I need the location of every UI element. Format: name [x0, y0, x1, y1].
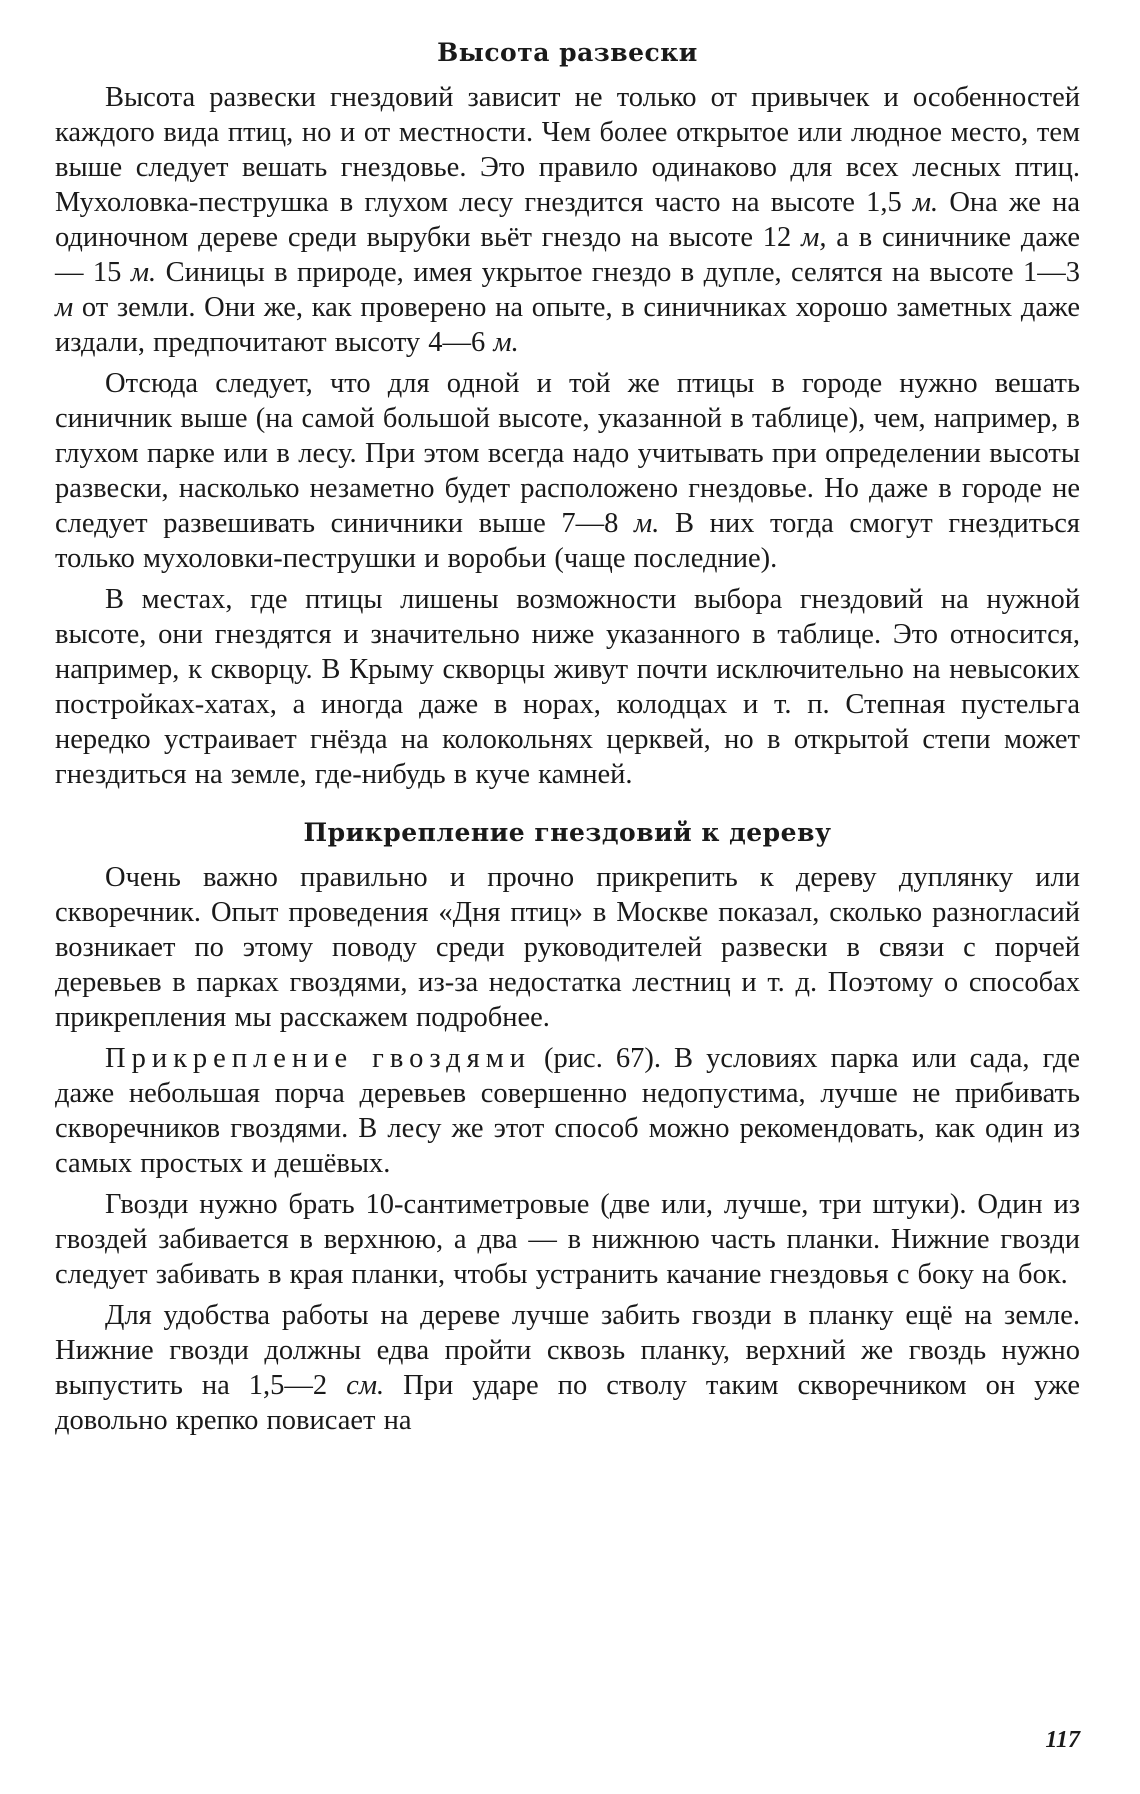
text-run: Для удобства работы на дереве лучше забить гвозди в планку ещё на земле. Нижние гвозди должны едва пройти сквозь планку, верхний же гвоздь нужно выпустить на 1,5—2 [55, 1300, 1080, 1401]
text-run: Высота развески гнездовий зависит не только от привычек и особенностей каждого вида птиц, но и от местности. Чем более открытое или людное место, тем выше следует вешать гнездовье. Это правило одинаково для всех лесных птиц. Мухоловка-пеструшка в глухом лесу гнездится часто на высоте 1,5 [55, 82, 1080, 218]
unit: см. [346, 1370, 385, 1401]
text-run: Отсюда следует, что для одной и той же птицы в городе нужно вешать синичник выше (на самой большой высоте, указанной в таблице), чем, например, в глухом парке или в лесу. При этом всегда надо учитывать при определении высоты развески, насколько незаметно будет расположено гнездовье. Но даже в городе не следует развешивать синичники выше 7—8 [55, 368, 1080, 539]
unit: м. [493, 327, 519, 358]
paragraph-nails [55, 1041, 1080, 1181]
paragraph-city-height [55, 366, 1080, 576]
paragraph-height-intro [55, 80, 1080, 360]
book-page [55, 34, 1080, 1444]
spaced-term: Прикрепление гвоздями [105, 1043, 531, 1074]
section-title-height: Высота развески [437, 38, 698, 67]
unit: м, [801, 222, 827, 253]
page-number: 117 [1045, 1727, 1080, 1753]
unit: м. [912, 187, 939, 218]
unit: м. [634, 508, 660, 539]
section-title-attachment: Прикрепление гнездовий к дереву [303, 818, 832, 847]
paragraph-attachment-intro: Очень важно правильно и прочно прикрепить к дереву дуплянку или скворечник. Опыт проведения «Дня птиц» в Москве показал, сколько разногласий возникает по этому поводу среди руководителей развески в связи с порчей деревьев в парках гвоздями, из-за недостатка лестниц и т. д. Поэтому о способах прикрепления мы расскажем подробнее. [55, 862, 1080, 1033]
paragraph-low-nesting: В местах, где птицы лишены возможности выбора гнездовий на нужной высоте, они гнездятся и значительно ниже указанного в таблице. Это относится, например, к скворцу. В Крыму скворцы живут почти исключительно на невысоких постройках-хатах, а иногда даже в норах, колодцах и т. п. Степная пустельга нередко устраивает гнёзда на колокольнях церквей, но в открытой степи может гнездиться на земле, где-нибудь в куче камней. [55, 584, 1080, 790]
text-run: В них тогда смогут гнездиться только мухоловки-пеструшки и воробьи (чаще последние). [55, 508, 1080, 574]
paragraph-nail-size: Гвозди нужно брать 10-сантиметровые (две или, лучше, три штуки). Один из гвоздей забивается в верхнюю, а два — в нижнюю часть планки. Нижние гвозди следует забивать в края планки, чтобы устранить качание гнездовья с боку на бок. [55, 1189, 1080, 1290]
text-run: Она же на одиночном дереве среди вырубки вьёт гнездо на высоте 12 [55, 187, 1080, 253]
text-run: от земли. Они же, как проверено на опыте, в синичниках хорошо заметных даже издали, предпочитают высоту 4—6 [55, 292, 1080, 358]
text-run: (рис. 67). В условиях парка или сада, где даже небольшая порча деревьев совершенно недопустима, лучше не прибивать скворечников гвоздями. В лесу же этот способ можно рекомендовать, как один из самых простых и дешёвых. [55, 1043, 1080, 1179]
text-run: Синицы в природе, имея укрытое гнездо в дупле, селятся на высоте 1—3 [156, 257, 1080, 288]
paragraph-nail-technique [55, 1298, 1080, 1438]
text-run: При ударе по стволу таким скворечником он уже довольно крепко повисает на [55, 1370, 1080, 1436]
unit: м [55, 292, 74, 323]
unit: м. [130, 257, 157, 288]
text-run: а в синичнике даже — 15 [55, 222, 1080, 288]
